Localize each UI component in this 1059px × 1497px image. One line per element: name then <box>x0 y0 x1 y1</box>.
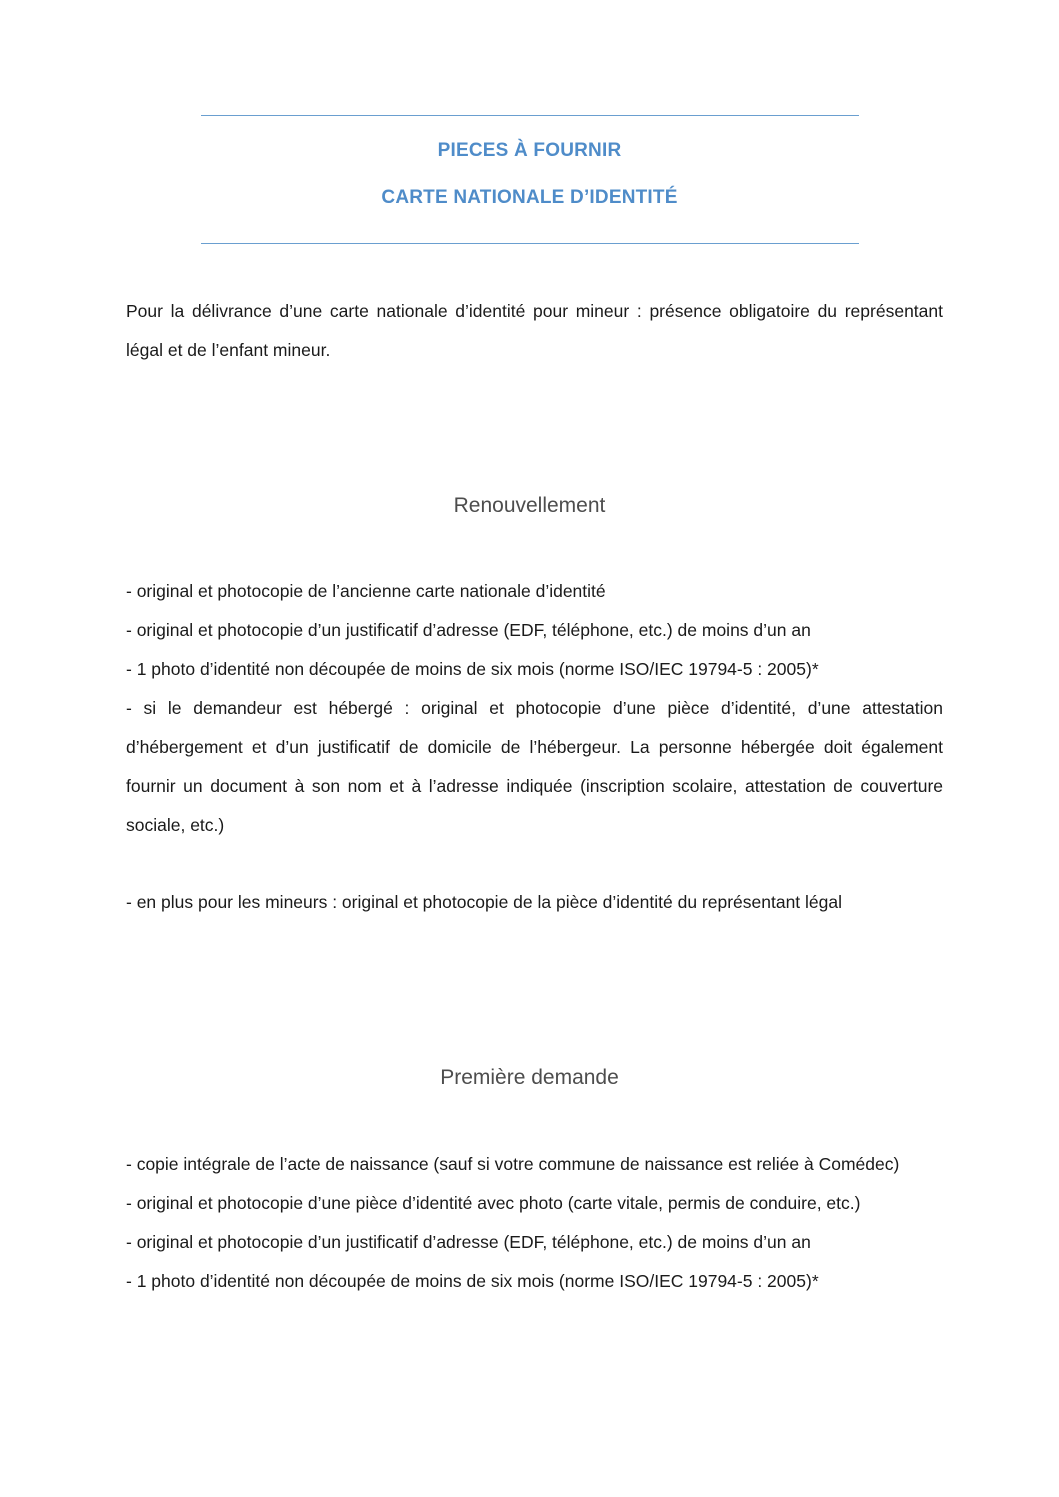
list-item: - copie intégrale de l’acte de naissance (sauf si votre commune de naissance est reliée à Comédec) <box>126 1154 900 1174</box>
section-heading-premiere-demande: Première demande <box>440 1066 619 1089</box>
renouvellement-list <box>126 572 943 845</box>
premiere-demande-list <box>126 1145 943 1301</box>
header-top-rule <box>201 115 859 116</box>
intro-paragraph: Pour la délivrance d’une carte nationale d’identité pour mineur : présence obligatoire du représentant légal et de l’enfant mineur. <box>126 301 943 360</box>
list-item: - si le demandeur est hébergé : original et photocopie d’une pièce d’identité, d’une attestation d’hébergement et d’un justificatif de domicile de l’hébergeur. La personne hébergée doit également fournir un document à son nom et à l’adresse indiquée (inscription scolaire, attestation de couverture sociale, etc.) <box>126 698 943 835</box>
list-item: - 1 photo d’identité non découpée de moins de six mois (norme ISO/IEC 19794-5 : 2005)* <box>126 1271 819 1291</box>
list-item: - original et photocopie d’une pièce d’identité avec photo (carte vitale, permis de conduire, etc.) <box>126 1193 861 1213</box>
renouvellement-mineurs-list <box>126 883 943 922</box>
section-heading-renouvellement: Renouvellement <box>453 494 606 517</box>
header-bottom-rule <box>201 243 859 244</box>
document-subtitle: CARTE NATIONALE D’IDENTITÉ <box>381 187 678 208</box>
list-item: - original et photocopie d’un justificatif d’adresse (EDF, téléphone, etc.) de moins d’un an <box>126 620 811 640</box>
list-item: - original et photocopie d’un justificatif d’adresse (EDF, téléphone, etc.) de moins d’un an <box>126 1232 811 1252</box>
list-item: - original et photocopie de l’ancienne carte nationale d’identité <box>126 581 606 601</box>
list-item: - 1 photo d’identité non découpée de moins de six mois (norme ISO/IEC 19794-5 : 2005)* <box>126 659 819 679</box>
document-title: PIECES À FOURNIR <box>437 140 622 161</box>
list-item: - en plus pour les mineurs : original et photocopie de la pièce d’identité du représentant légal <box>126 892 843 912</box>
